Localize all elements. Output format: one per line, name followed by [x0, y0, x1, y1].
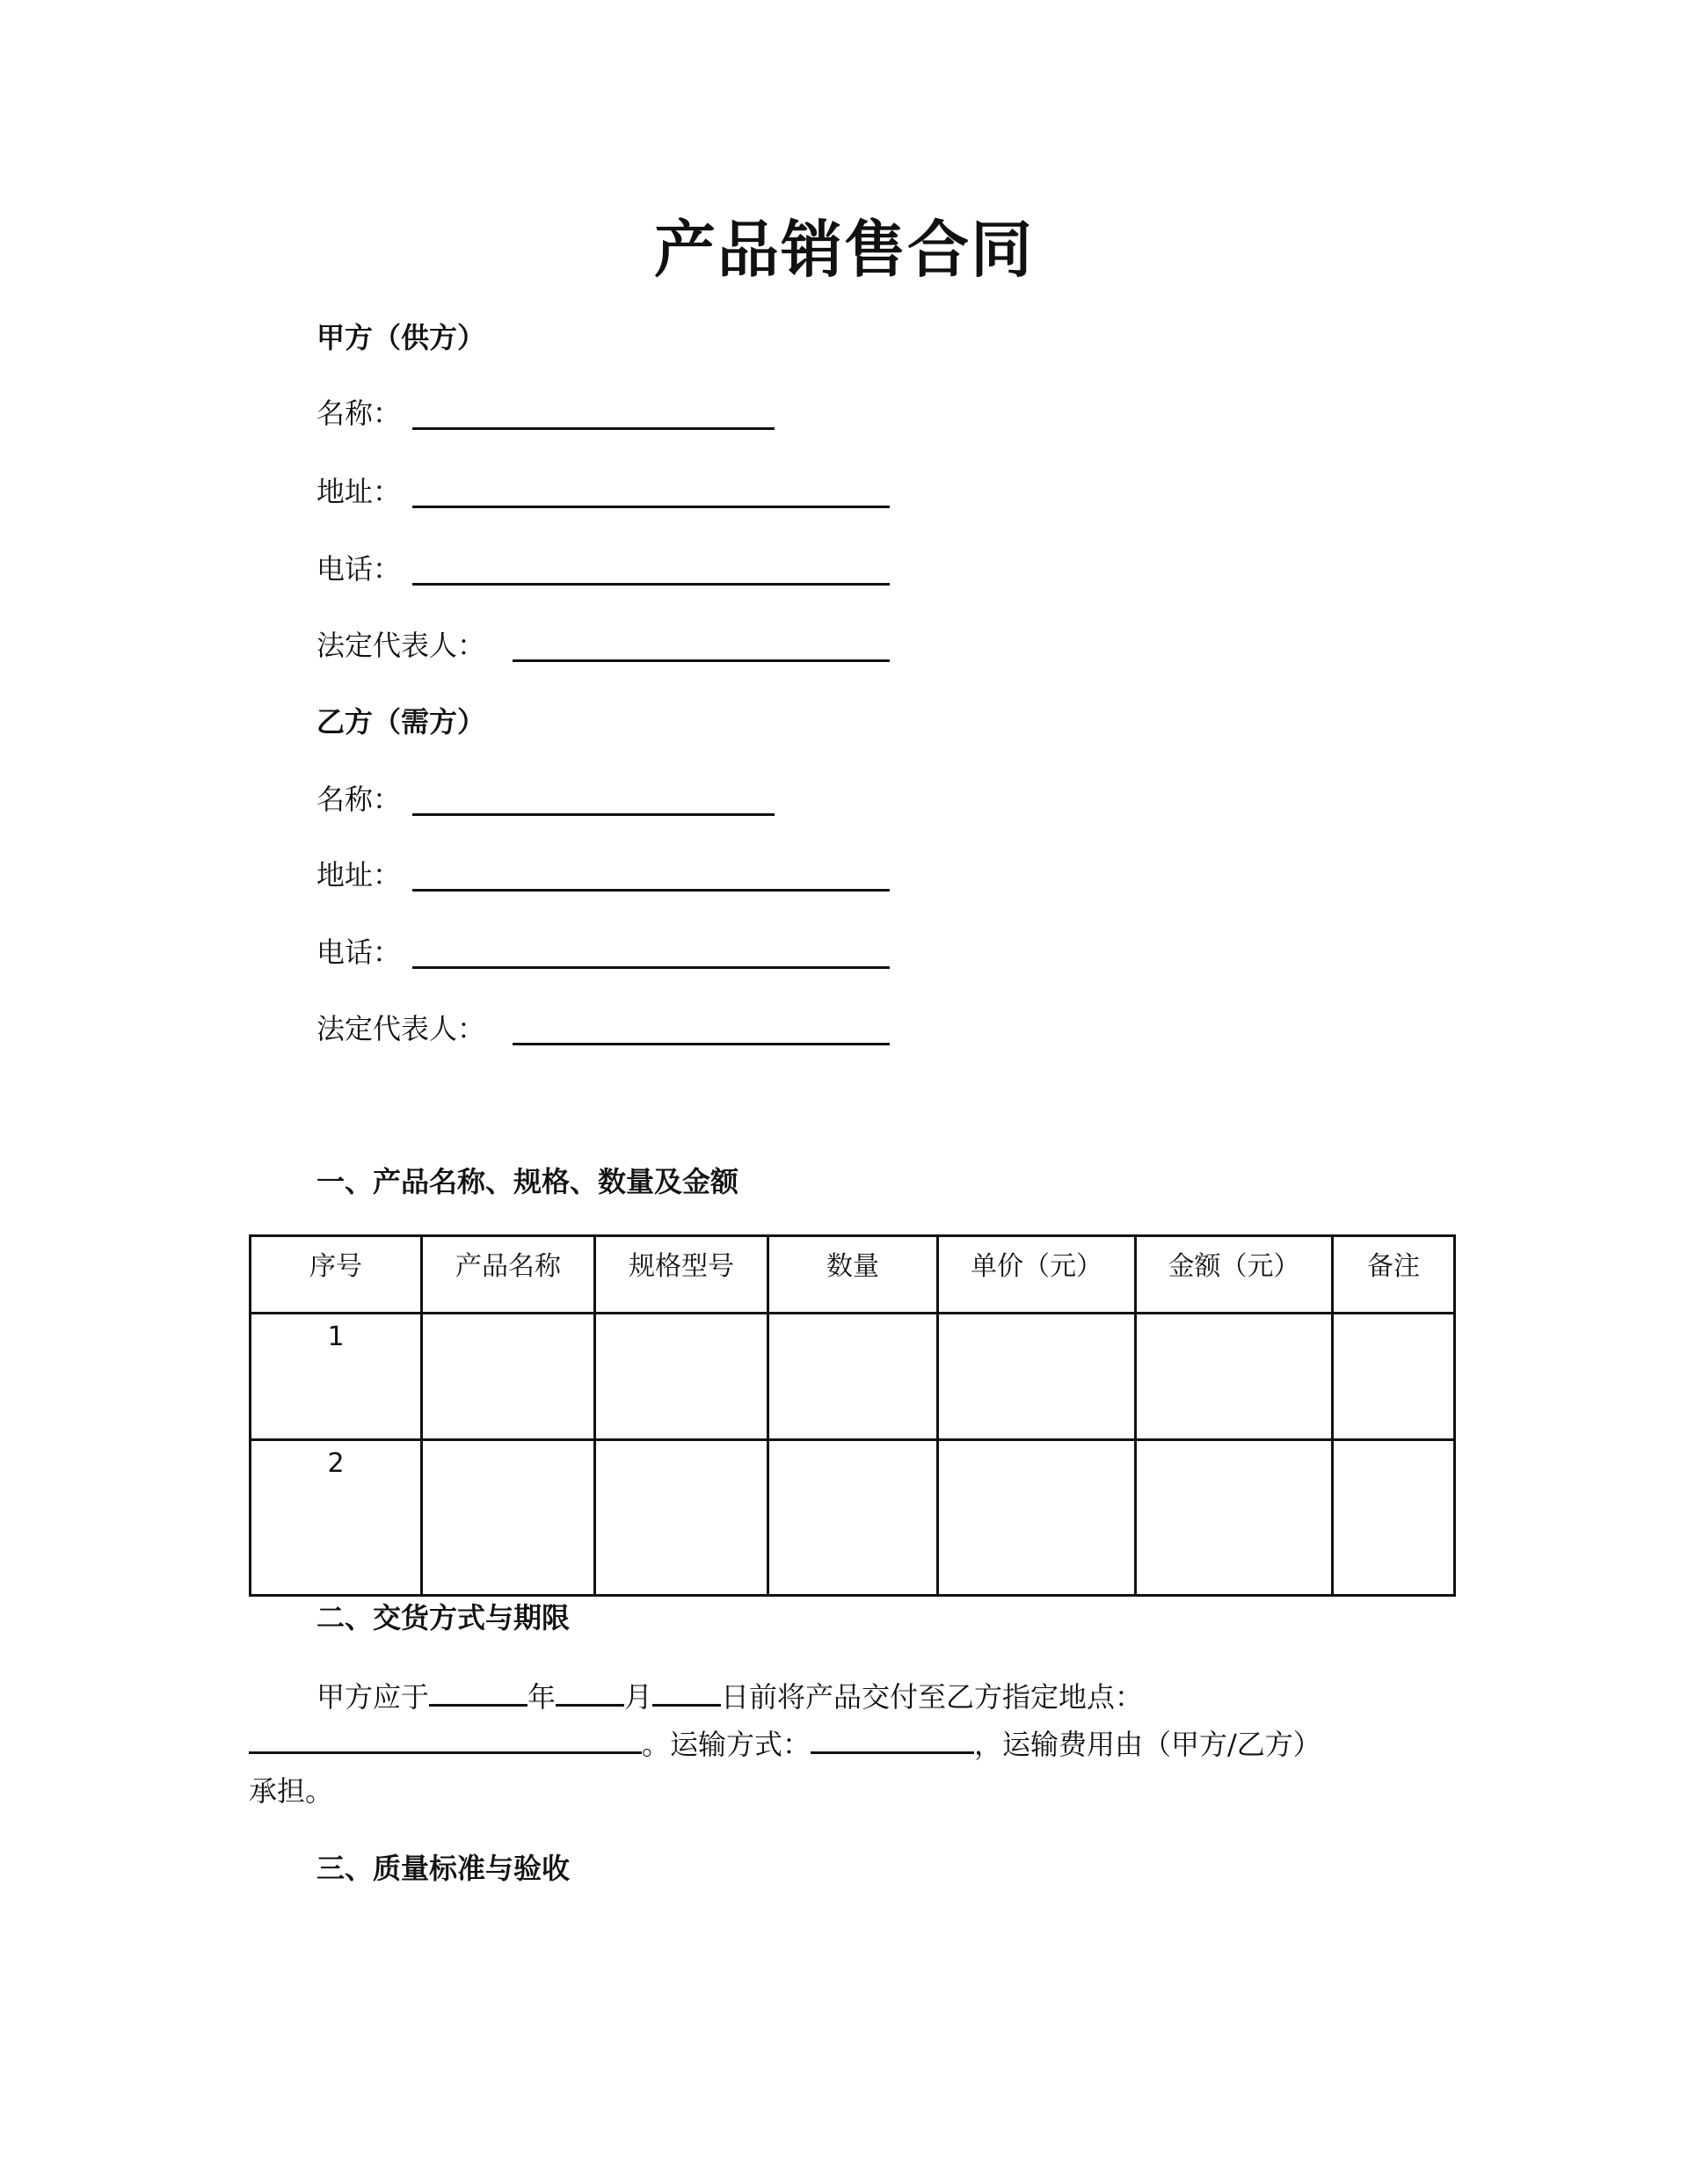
table-row	[251, 1440, 1455, 1596]
table-cell[interactable]	[422, 1314, 595, 1440]
delivery-paragraph-line-2	[249, 1725, 1321, 1762]
delivery-paragraph-line-3: 承担。	[249, 1774, 334, 1808]
delivery-text: 甲方应于	[316, 1680, 430, 1714]
year-text: 年	[528, 1680, 557, 1714]
delivery-paragraph-line-1	[316, 1678, 1143, 1714]
section-3-heading: 三、质量标准与验收	[316, 1852, 571, 1885]
party-a-name-field[interactable]	[412, 401, 775, 430]
section-2-heading: 二、交货方式与期限	[316, 1601, 571, 1634]
table-cell[interactable]	[1136, 1314, 1333, 1440]
section-1-heading: 一、产品名称、规格、数量及金额	[316, 1165, 739, 1198]
delivery-location-field[interactable]	[249, 1725, 642, 1754]
table-cell[interactable]	[938, 1440, 1136, 1596]
party-a-rep-field[interactable]	[513, 633, 890, 662]
day-field[interactable]	[652, 1678, 721, 1707]
party-a-phone-field[interactable]	[412, 557, 890, 586]
party-a-phone-label: 电话：	[316, 552, 402, 586]
header-cell: 序号	[251, 1236, 422, 1314]
table-header-row	[251, 1236, 1455, 1314]
table-cell[interactable]	[422, 1440, 595, 1596]
header-cell: 数量	[768, 1236, 938, 1314]
party-b-phone-label: 电话：	[316, 935, 402, 969]
table-cell[interactable]	[595, 1314, 768, 1440]
transport-method-text: 。运输方式：	[642, 1728, 811, 1761]
party-b-address-label: 地址：	[316, 858, 402, 892]
party-a-address-label: 地址：	[316, 475, 402, 508]
table-row	[251, 1314, 1455, 1440]
header-cell: 产品名称	[422, 1236, 595, 1314]
party-b-name-field[interactable]	[412, 787, 775, 816]
table-cell[interactable]	[768, 1314, 938, 1440]
year-field[interactable]	[429, 1678, 528, 1707]
party-b-heading: 乙方（需方）	[316, 705, 486, 739]
month-text: 月	[624, 1680, 653, 1714]
month-field[interactable]	[556, 1678, 624, 1707]
table-cell[interactable]: 2	[251, 1440, 422, 1596]
party-a-name-label: 名称：	[316, 397, 402, 430]
table-cell[interactable]	[1333, 1440, 1455, 1596]
transport-method-field[interactable]	[811, 1725, 974, 1754]
party-b-name-label: 名称：	[316, 783, 402, 816]
document-title: 产品销售合同	[654, 214, 1034, 286]
table-cell[interactable]	[595, 1440, 768, 1596]
party-b-rep-label: 法定代表人：	[316, 1012, 486, 1045]
product-table	[249, 1234, 1456, 1597]
table-cell[interactable]	[1136, 1440, 1333, 1596]
table-cell[interactable]	[938, 1314, 1136, 1440]
party-a-rep-label: 法定代表人：	[316, 629, 486, 662]
transport-cost-text: ，运输费用由（甲方/乙方）	[974, 1728, 1321, 1761]
header-cell: 规格型号	[595, 1236, 768, 1314]
party-a-heading: 甲方（供方）	[316, 321, 486, 354]
party-b-phone-field[interactable]	[412, 940, 890, 969]
header-cell: 单价（元）	[938, 1236, 1136, 1314]
party-a-address-field[interactable]	[412, 479, 890, 508]
table-cell[interactable]: 1	[251, 1314, 422, 1440]
delivery-location-text: 日前将产品交付至乙方指定地点：	[721, 1680, 1144, 1714]
table-cell[interactable]	[768, 1440, 938, 1596]
table-cell[interactable]	[1333, 1314, 1455, 1440]
party-b-address-field[interactable]	[412, 863, 890, 892]
party-b-rep-field[interactable]	[513, 1016, 890, 1045]
header-cell: 金额（元）	[1136, 1236, 1333, 1314]
header-cell: 备注	[1333, 1236, 1455, 1314]
